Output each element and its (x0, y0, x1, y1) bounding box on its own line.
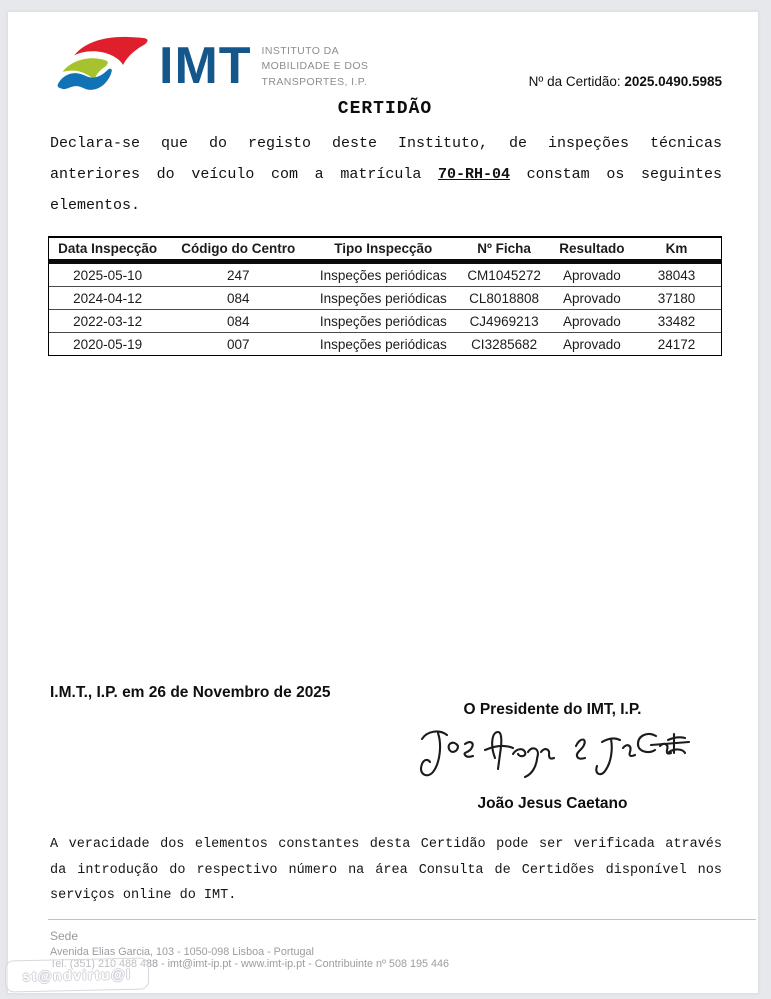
signature-block (385, 701, 720, 813)
cell-result: Aprovado (563, 267, 621, 283)
header-num-ficha: Nº Ficha (456, 237, 552, 262)
certificate-number-value: 2025.0490.5985 (624, 74, 722, 89)
header-km: Km (632, 237, 722, 262)
cell-inspection-type: Inspeções periódicas (319, 267, 447, 283)
cell-center-code: 084 (166, 310, 310, 333)
cell-file-number: CL8018808 (456, 287, 552, 310)
page-title: CERTIDÃO (337, 99, 433, 119)
cell-date: 2020-05-19 (49, 333, 167, 356)
footer-divider (48, 919, 756, 920)
certificate-number-line (529, 74, 722, 89)
org-line-2: MOBILIDADE E DOS (261, 60, 369, 73)
issue-date-line: I.M.T., I.P. em 26 de Novembro de 2025 (50, 684, 331, 701)
cell-inspection-type: Inspeções periódicas (310, 287, 456, 310)
cell-inspection-type: Inspeções periódicas (310, 333, 456, 356)
cell-result: Aprovado (552, 310, 632, 333)
imt-swoosh-icon (55, 33, 151, 95)
president-signature (413, 725, 693, 787)
declaration-text-after: constam os seguintes elementos. (50, 166, 722, 214)
cell-km: 33482 (632, 310, 722, 333)
table-row (49, 262, 722, 287)
cell-file-number: CJ4969213 (456, 310, 552, 333)
cell-file-number: CI3285682 (456, 333, 552, 356)
cell-result: Aprovado (552, 287, 632, 310)
certificate-number-label: Nº da Certidão: (528, 74, 621, 89)
imt-org-name (262, 44, 369, 91)
cell-km: 24172 (632, 333, 722, 356)
cell-center-code: 007 (166, 333, 310, 356)
org-line-3: TRANSPORTES, I.P. (261, 75, 368, 88)
cell-result: Aprovado (552, 333, 632, 356)
cell-inspection-type: Inspeções periódicas (310, 310, 456, 333)
cell-center-code: 084 (166, 287, 310, 310)
cell-km: 37180 (632, 287, 722, 310)
header-tipo-inspeccao: Tipo Inspecção (310, 237, 456, 262)
footer-sede-label: Sede (50, 929, 79, 943)
table-header-row (49, 237, 722, 262)
cell-date: 2025-05-10 (49, 262, 167, 287)
cell-date: 2022-03-12 (49, 310, 167, 333)
declaration-paragraph (50, 128, 722, 221)
cell-km: 38043 (632, 262, 722, 287)
cell-center-code: 247 (227, 267, 250, 283)
declaration-text-before: Declara-se que do registo deste Instituto, de inspeções técnicas anteriores do veículo com a matrícula (50, 135, 722, 183)
inspections-table (48, 236, 722, 356)
cell-file-number: CM1045272 (467, 267, 541, 283)
cell-date: 2024-04-12 (49, 287, 167, 310)
footer-address: Avenida Elias Garcia, 103 - 1050-098 Lisboa - Portugal (50, 946, 314, 958)
header-resultado: Resultado (552, 237, 632, 262)
standvirtual-watermark: st@ndvirtu@l (5, 957, 150, 992)
table-row (49, 287, 722, 310)
president-title: O Presidente do IMT, I.P. (463, 701, 642, 718)
org-line-1: INSTITUTO DA (261, 44, 340, 57)
header-codigo-centro: Código do Centro (166, 237, 310, 262)
verification-paragraph: A veracidade dos elementos constantes desta Certidão pode ser verificada através da introdução do respectivo número na área Consulta de Certidões disponível nos serviços online do IMT. (50, 837, 722, 903)
imt-logo (55, 32, 368, 96)
vehicle-plate: 70-RH-04 (437, 166, 510, 183)
header-data-inspeccao: Data Inspecção (49, 237, 167, 262)
imt-wordmark: IMT (159, 37, 252, 95)
table-row (49, 310, 722, 333)
table-row (49, 333, 722, 356)
footer-contacts: Tel. (351) 210 488 488 - imt@imt-ip.pt - www.imt-ip.pt - Contribuinte nº 508 195 446 (50, 958, 449, 970)
president-name: João Jesus Caetano (477, 795, 628, 812)
